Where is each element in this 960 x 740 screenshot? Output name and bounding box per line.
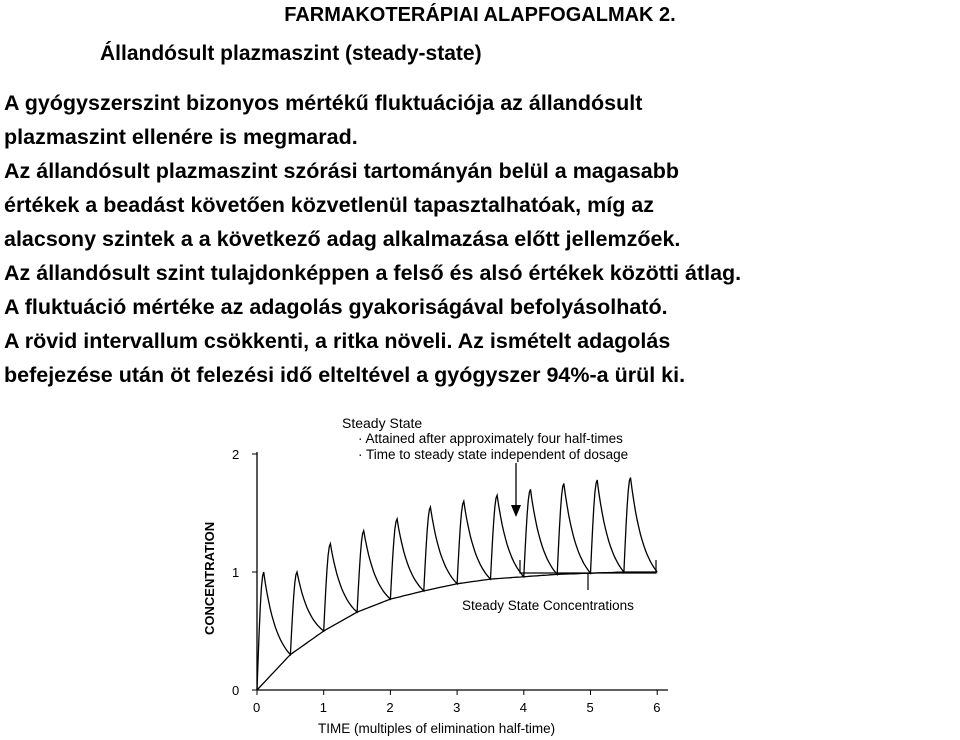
sawtooth-concentration-line [257, 478, 657, 690]
x-tick-label: 3 [453, 700, 461, 715]
y-tick-label: 2 [232, 447, 240, 462]
x-tick-label: 0 [253, 700, 261, 715]
arrow-head [511, 505, 521, 517]
body-line: A fluktuáció mértéke az adagolás gyakoriságával befolyásolható. [4, 295, 668, 319]
body-line: A rövid intervallum csökkenti, a ritka növeli. Az ismételt adagolás [4, 329, 671, 353]
body-line: értékek a beadást követően közvetlenül tapasztalhatóak, míg az [4, 193, 655, 217]
body-line: alacsony szintek a a következő adag alkalmazása előtt jellemzőek. [4, 227, 681, 251]
body-line: Az állandósult plazmaszint szórási tartományán belül a magasabb [4, 159, 680, 183]
page-subtitle: Állandósult plazmaszint (steady-state) [100, 42, 482, 65]
x-tick-label: 4 [519, 700, 528, 715]
x-tick-label: 1 [319, 700, 327, 715]
annotation-title: Steady State [342, 415, 423, 431]
y-axis-label: CONCENTRATION [202, 521, 217, 635]
page-title: FARMAKOTERÁPIAI ALAPFOGALMAK 2. [284, 4, 676, 26]
annotation-bullet: · Attained after approximately four half-times [358, 431, 623, 446]
y-tick-label: 1 [232, 565, 240, 580]
body-line: Az állandósult szint tulajdonképpen a felső és alsó értékek közötti átlag. [4, 261, 742, 285]
annotation-bullet: · Time to steady state independent of dosage [358, 447, 629, 462]
body-line: befejezése után öt felezési idő elteltével a gyógyszer 94%-a ürül ki. [4, 363, 686, 387]
body-line: plazmaszint ellenére is megmarad. [4, 125, 358, 149]
bracket-label: Steady State Concentrations [462, 598, 634, 613]
trough-envelope-line [257, 572, 657, 690]
body-line: A gyógyszerszint bizonyos mértékű fluktuációja az állandósult [4, 91, 643, 115]
x-axis-label: TIME (multiples of elimination half-time) [318, 721, 556, 736]
x-tick-label: 6 [653, 700, 661, 715]
x-tick-label: 5 [586, 700, 594, 715]
y-tick-label: 0 [232, 683, 240, 698]
x-tick-label: 2 [386, 700, 394, 715]
